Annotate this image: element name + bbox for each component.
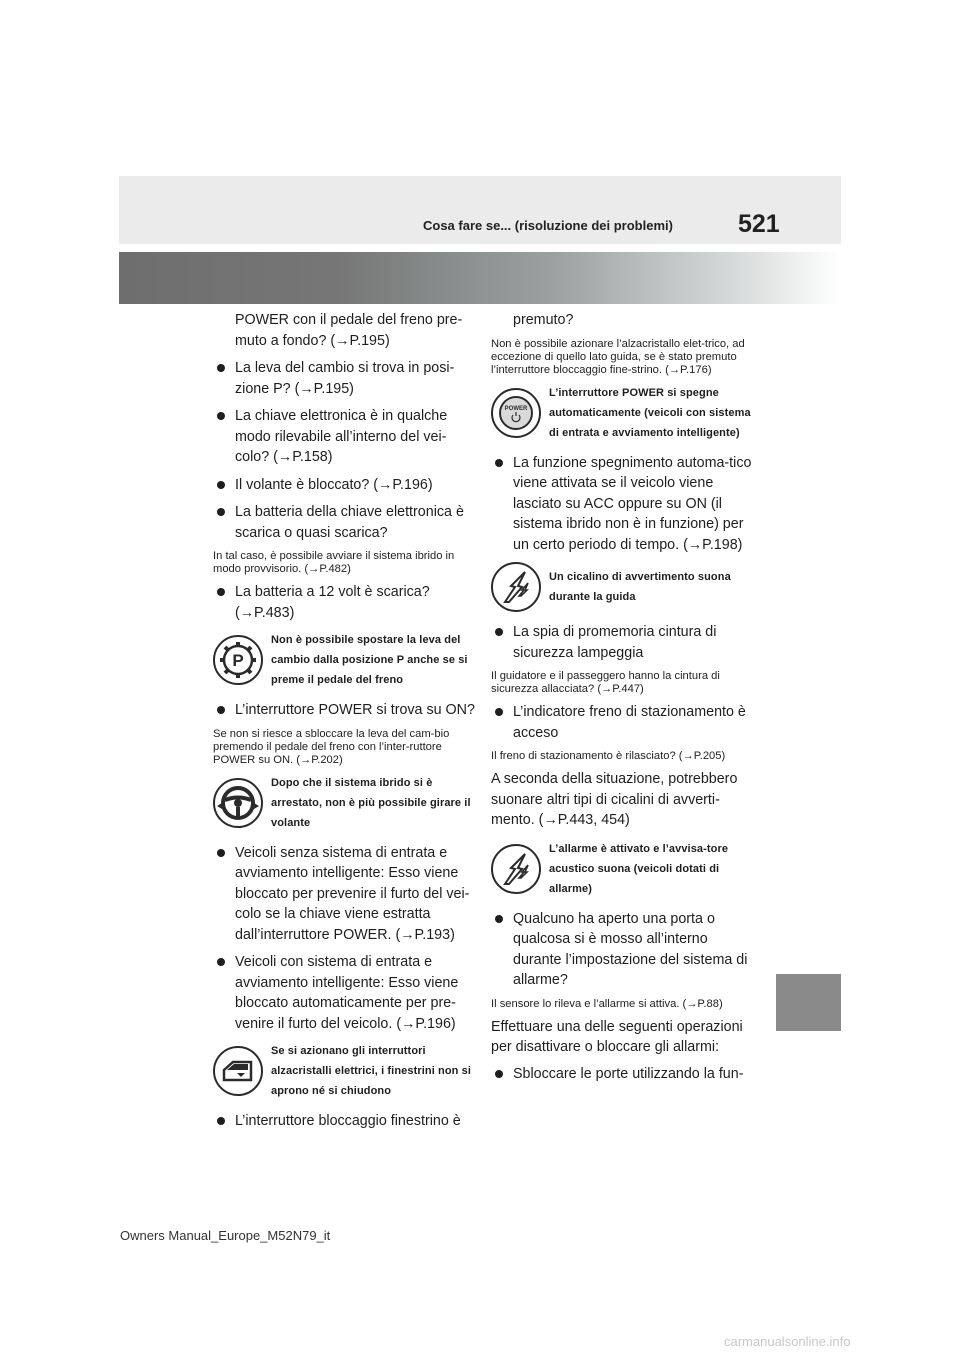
- callout-steering-lock: [213, 773, 475, 833]
- power-button-icon: [491, 388, 541, 438]
- paragraph-text: A seconda della situazione, potrebbero suonare altri tipi di cicalini di avverti-mento. (→P.443, 454): [491, 771, 738, 828]
- bullet-item: Veicoli con sistema di entrata e avviamento intelligente: Esso viene bloccato automaticamente per pre-venire il furto del veicolo. (→P.196): [213, 952, 475, 1034]
- callout-text: L’interruttore POWER si spegne automaticamente (veicoli con sistema di entrata e avviamento intelligente): [549, 386, 751, 439]
- note-text: Non è possibile azionare l’alzacristallo elet-trico, ad eccezione di quello lato guida, se è stato premuto l’interruttore bloccaggio fine-strino. (→P.176): [491, 337, 745, 376]
- callout-text: Un cicalino di avvertimento suona durante la guida: [549, 571, 731, 603]
- note-text: Il freno di stazionamento è rilasciato? (→P.205): [491, 750, 726, 762]
- window-switch-icon: [213, 1046, 263, 1096]
- callout-text: L’allarme è attivato e l’avvisa-tore acustico suona (veicoli dotati di allarme): [549, 842, 729, 895]
- callout-buzzer: [491, 562, 753, 612]
- bullet-item: Qualcuno ha aperto una porta o qualcosa si è mosso all’interno durante l’impostazione del sistema di allarme?: [491, 909, 753, 991]
- bullet-item: Il volante è bloccato? (→P.196): [213, 475, 475, 496]
- alarm-sound-icon: [491, 844, 541, 894]
- callout-text: Se si azionano gli interruttori alzacristalli elettrici, i finestrini non si aprono né si chiudono: [271, 1045, 472, 1097]
- callout-text: Non è possibile spostare la leva del cambio dalla posizione P anche se si preme il pedale del freno: [271, 634, 468, 686]
- callout-power-auto-off: [491, 383, 753, 443]
- bullet-item: La spia di promemoria cintura di sicurezza lampeggia: [491, 622, 753, 663]
- chapter-gradient-bar: [119, 252, 841, 304]
- bullet-item: La chiave elettronica è in qualche modo rilevabile all’interno del vei-colo? (→P.158): [213, 406, 475, 468]
- power-icon-label: POWER: [504, 405, 528, 412]
- callout-text: Dopo che il sistema ibrido si è arrestato, non è più possibile girare il volante: [271, 776, 471, 829]
- bullet-item: Veicoli senza sistema di entrata e avviamento intelligente: Esso viene bloccato per prevenire il furto del vei-colo se la chiave viene estratta dall’interruttore POWER. (→P.193): [213, 843, 475, 946]
- section-title: Cosa fare se... (risoluzione dei problemi): [423, 218, 673, 233]
- note-text: Il sensore lo rileva e l’allarme si attiva. (→P.88): [491, 997, 723, 1010]
- bullet-item: La leva del cambio si trova in posi-zione P? (→P.195): [213, 358, 475, 399]
- bullet-item: L’interruttore POWER si trova su ON?: [213, 700, 475, 721]
- continued-text: POWER con il pedale del freno pre-muto a fondo? (→P.195): [235, 312, 463, 349]
- steering-lock-icon: [213, 778, 263, 828]
- right-column: [491, 310, 753, 1091]
- callout-power-windows: [213, 1041, 475, 1101]
- svg-text:P: P: [232, 651, 244, 670]
- bullet-item: La batteria a 12 volt è scarica? (→P.483): [213, 582, 475, 623]
- bullet-item: La funzione spegnimento automa-tico viene attivata se il veicolo viene lasciato su ACC oppure su ON (il sistema ibrido non è in funzione) per un certo periodo di tempo. (→P.198): [491, 453, 753, 556]
- continued-text: premuto?: [513, 312, 574, 328]
- callout-alarm: [491, 839, 753, 899]
- paragraph-text: Effettuare una delle seguenti operazioni per disattivare o bloccare gli allarmi:: [491, 1018, 743, 1055]
- warning-sound-icon: [491, 562, 541, 612]
- page-number: 521: [738, 210, 780, 238]
- header-band: [119, 176, 841, 244]
- callout-shift-lever: [213, 630, 475, 690]
- note-text: Il guidatore e il passeggero hanno la cintura di sicurezza allacciata? (→P.447): [491, 670, 720, 695]
- bullet-item: La batteria della chiave elettronica è scarica o quasi scarica?: [213, 502, 475, 543]
- watermark: carmanualsonline.info: [724, 1334, 851, 1349]
- chapter-side-tab: [776, 974, 841, 1031]
- left-column: [213, 310, 475, 1139]
- gear-p-icon: [213, 635, 263, 685]
- bullet-item: L’indicatore freno di stazionamento è acceso: [491, 702, 753, 743]
- footer-manual-id: Owners Manual_Europe_M52N79_it: [120, 1228, 331, 1243]
- note-text: In tal caso, è possibile avviare il sistema ibrido in modo provvisorio. (→P.482): [213, 550, 455, 575]
- note-text: Se non si riesce a sbloccare la leva del cam-bio premendo il pedale del freno con l’inter-ruttore POWER su ON. (→P.202): [213, 727, 450, 766]
- bullet-item: L’interruttore bloccaggio finestrino è: [213, 1111, 475, 1132]
- bullet-item: Sbloccare le porte utilizzando la fun-: [491, 1064, 753, 1085]
